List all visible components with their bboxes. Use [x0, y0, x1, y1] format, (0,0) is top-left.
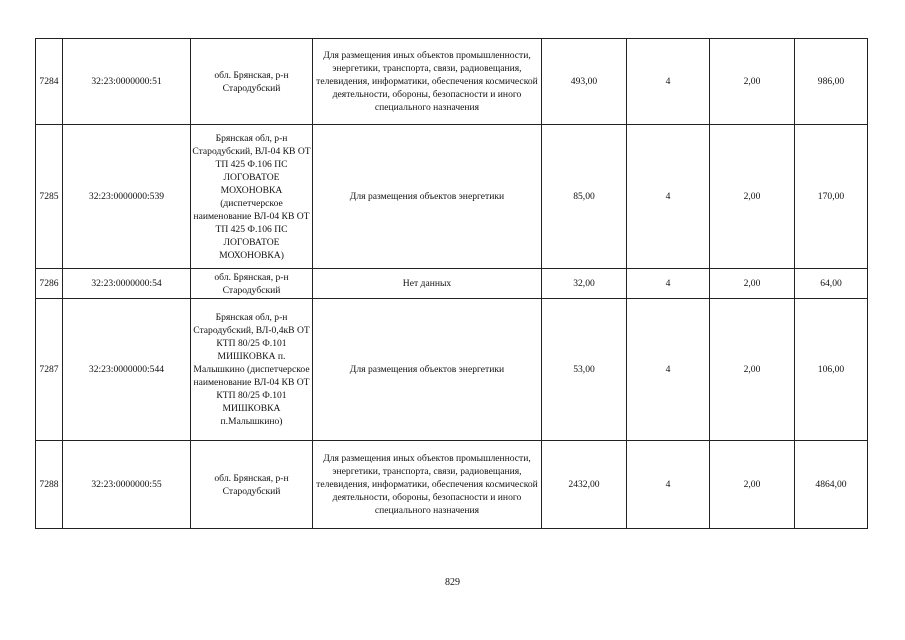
rate-cell: 2,00	[710, 125, 795, 269]
area-cell: 2432,00	[542, 441, 627, 529]
area-cell: 53,00	[542, 299, 627, 441]
cadastral-number: 32:23:0000000:539	[63, 125, 191, 269]
row-number: 7287	[36, 299, 63, 441]
total-cell: 64,00	[795, 269, 868, 299]
coefficient-cell: 4	[627, 125, 710, 269]
address-cell: Брянская обл, р-н Стародубский, ВЛ-04 КВ ОТ ТП 425 Ф.106 ПС ЛОГОВАТОЕ МОХОНОВКА (диспетчерское наименование ВЛ-04 КВ ОТ ТП 425 Ф.106 ПС ЛОГОВАТОЕ МОХОНОВКА)	[191, 125, 313, 269]
table-row	[36, 269, 868, 299]
purpose-cell: Для размещения иных объектов промышленности, энергетики, транспорта, связи, радиовещания, телевидения, информатики, обеспечения космической деятельности, обороны, безопасности и иного специального назначения	[313, 39, 542, 125]
coefficient-cell: 4	[627, 269, 710, 299]
address-cell: обл. Брянская, р-н Стародубский	[191, 269, 313, 299]
coefficient-cell: 4	[627, 299, 710, 441]
row-number: 7288	[36, 441, 63, 529]
rate-cell: 2,00	[710, 299, 795, 441]
table-row	[36, 39, 868, 125]
table-row	[36, 441, 868, 529]
coefficient-cell: 4	[627, 441, 710, 529]
cadastral-number: 32:23:0000000:55	[63, 441, 191, 529]
purpose-cell: Для размещения иных объектов промышленности, энергетики, транспорта, связи, радиовещания, телевидения, информатики, обеспечения космической деятельности, обороны, безопасности и иного специального назначения	[313, 441, 542, 529]
row-number: 7285	[36, 125, 63, 269]
table-row	[36, 125, 868, 269]
area-cell: 85,00	[542, 125, 627, 269]
address-cell: обл. Брянская, р-н Стародубский	[191, 441, 313, 529]
address-cell: обл. Брянская, р-н Стародубский	[191, 39, 313, 125]
cadastral-number: 32:23:0000000:51	[63, 39, 191, 125]
coefficient-cell: 4	[627, 39, 710, 125]
rate-cell: 2,00	[710, 39, 795, 125]
purpose-cell: Нет данных	[313, 269, 542, 299]
cadastral-number: 32:23:0000000:54	[63, 269, 191, 299]
purpose-cell: Для размещения объектов энергетики	[313, 299, 542, 441]
area-cell: 493,00	[542, 39, 627, 125]
cadastral-number: 32:23:0000000:544	[63, 299, 191, 441]
purpose-cell: Для размещения объектов энергетики	[313, 125, 542, 269]
page-number: 829	[445, 577, 460, 588]
rate-cell: 2,00	[710, 269, 795, 299]
address-cell: Брянская обл, р-н Стародубский, ВЛ-0,4кВ ОТ КТП 80/25 Ф.101 МИШКОВКА п. Малышкино (диспетчерское наименование ВЛ-04 КВ ОТ КТП 80/25 Ф.101 МИШКОВКА п.Малышкино)	[191, 299, 313, 441]
area-cell: 32,00	[542, 269, 627, 299]
total-cell: 106,00	[795, 299, 868, 441]
table-row	[36, 299, 868, 441]
row-number: 7284	[36, 39, 63, 125]
rate-cell: 2,00	[710, 441, 795, 529]
land-plot-table	[35, 38, 868, 529]
total-cell: 4864,00	[795, 441, 868, 529]
total-cell: 986,00	[795, 39, 868, 125]
row-number: 7286	[36, 269, 63, 299]
total-cell: 170,00	[795, 125, 868, 269]
